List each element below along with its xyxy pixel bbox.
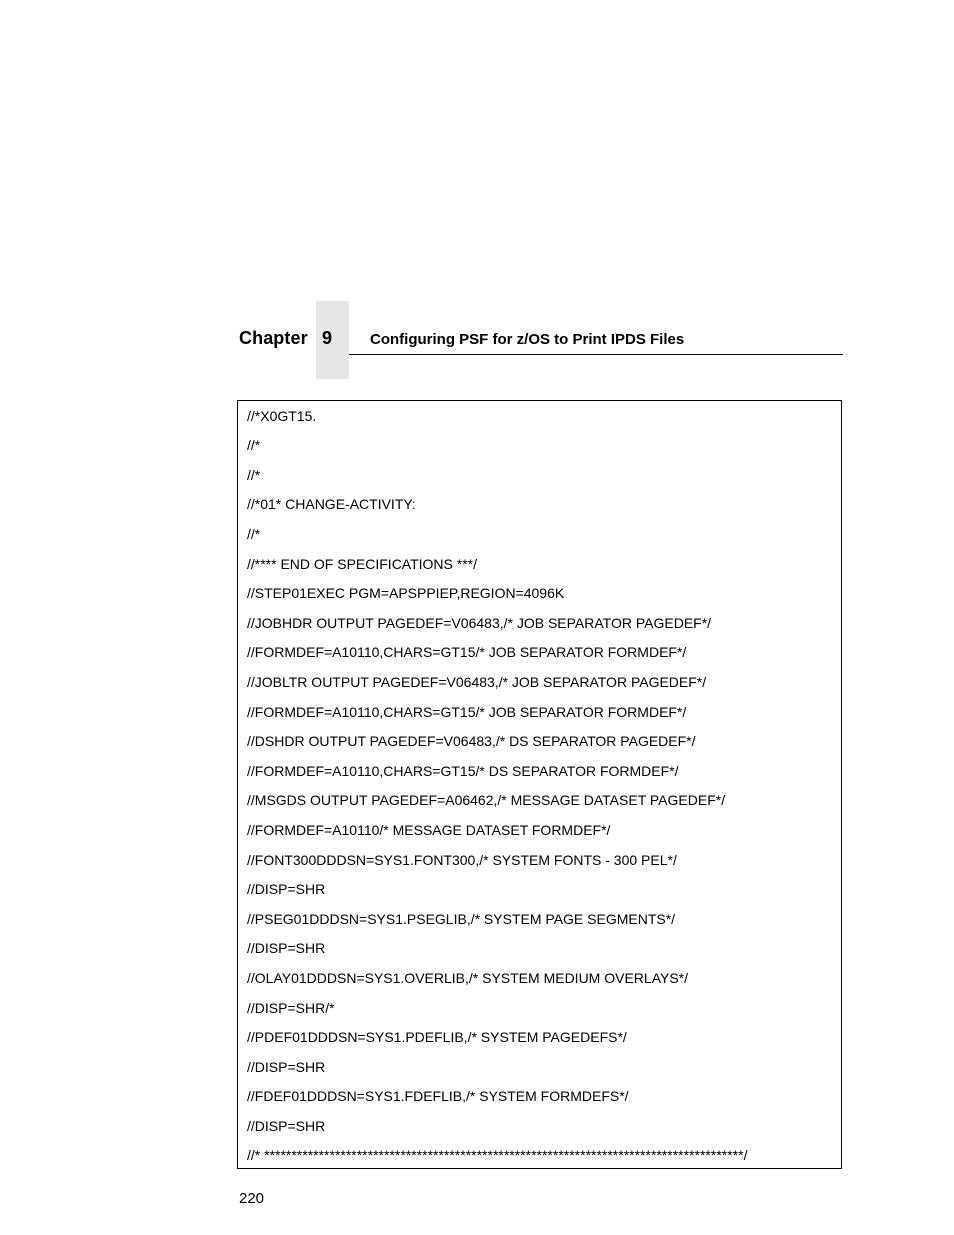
code-line: //* bbox=[247, 467, 261, 483]
code-line: //FONT300DDDSN=SYS1.FONT300,/* SYSTEM FONTS - 300 PEL*/ bbox=[247, 852, 677, 868]
code-line: //**** END OF SPECIFICATIONS ***/ bbox=[247, 556, 478, 572]
chapter-tab bbox=[316, 301, 349, 379]
code-line: //* bbox=[247, 437, 261, 453]
code-line: //*X0GT15. bbox=[247, 408, 317, 424]
code-line: //DISP=SHR bbox=[247, 940, 326, 956]
code-line: //PDEF01DDDSN=SYS1.PDEFLIB,/* SYSTEM PAGEDEFS*/ bbox=[247, 1029, 627, 1045]
code-line: //DISP=SHR bbox=[247, 1059, 326, 1075]
code-line: //DISP=SHR/* bbox=[247, 1000, 335, 1016]
code-line: //MSGDS OUTPUT PAGEDEF=A06462,/* MESSAGE DATASET PAGEDEF*/ bbox=[247, 792, 726, 808]
header-rule bbox=[349, 354, 843, 355]
code-line: //FORMDEF=A10110,CHARS=GT15/* DS SEPARATOR FORMDEF*/ bbox=[247, 763, 679, 779]
code-line: //* ****************************************************************************************/ bbox=[247, 1147, 748, 1163]
code-line: //*01* CHANGE-ACTIVITY: bbox=[247, 496, 416, 512]
code-line: //PSEG01DDDSN=SYS1.PSEGLIB,/* SYSTEM PAGE SEGMENTS*/ bbox=[247, 911, 676, 927]
page-number: 220 bbox=[239, 1190, 265, 1207]
chapter-number: 9 bbox=[322, 328, 333, 348]
code-line: //FORMDEF=A10110,CHARS=GT15/* JOB SEPARATOR FORMDEF*/ bbox=[247, 644, 687, 660]
code-line: //DSHDR OUTPUT PAGEDEF=V06483,/* DS SEPARATOR PAGEDEF*/ bbox=[247, 733, 696, 749]
code-listing bbox=[237, 400, 842, 1169]
code-line: //* bbox=[247, 526, 261, 542]
chapter-title: Configuring PSF for z/OS to Print IPDS Files bbox=[370, 331, 685, 348]
code-line: //FORMDEF=A10110,CHARS=GT15/* JOB SEPARATOR FORMDEF*/ bbox=[247, 704, 687, 720]
code-line: //OLAY01DDDSN=SYS1.OVERLIB,/* SYSTEM MEDIUM OVERLAYS*/ bbox=[247, 970, 689, 986]
code-line: //FORMDEF=A10110/* MESSAGE DATASET FORMDEF*/ bbox=[247, 822, 611, 838]
code-line: //FDEF01DDDSN=SYS1.FDEFLIB,/* SYSTEM FORMDEFS*/ bbox=[247, 1088, 629, 1104]
code-line: //JOBLTR OUTPUT PAGEDEF=V06483,/* JOB SEPARATOR PAGEDEF*/ bbox=[247, 674, 707, 690]
code-line: //STEP01EXEC PGM=APSPPIEP,REGION=4096K bbox=[247, 585, 565, 601]
code-line: //DISP=SHR bbox=[247, 881, 326, 897]
code-line: //DISP=SHR bbox=[247, 1118, 326, 1134]
code-line: //JOBHDR OUTPUT PAGEDEF=V06483,/* JOB SEPARATOR PAGEDEF*/ bbox=[247, 615, 712, 631]
chapter-label: Chapter bbox=[239, 328, 308, 348]
